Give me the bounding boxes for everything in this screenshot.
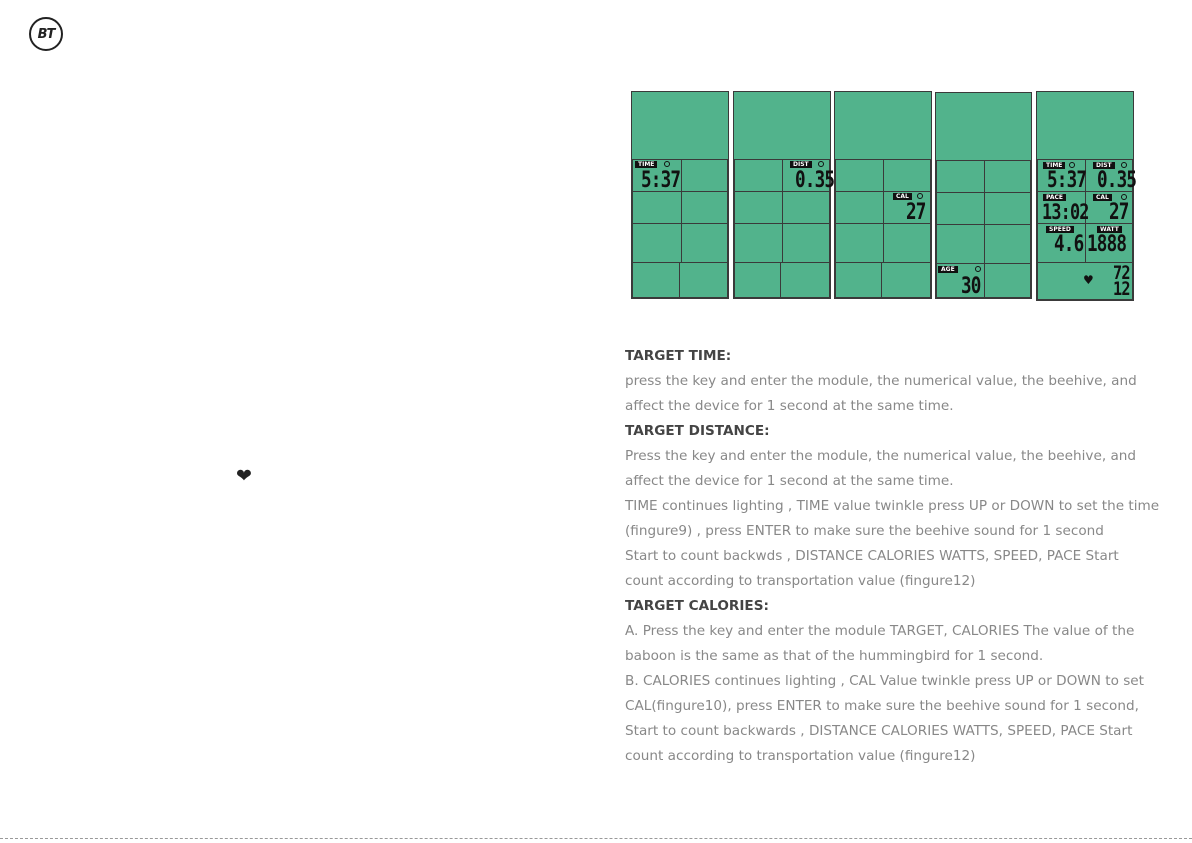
lcd-cell: [835, 223, 884, 263]
lcd-value-cal: 27: [906, 200, 926, 225]
lcd-cell: [984, 224, 1031, 264]
lcd-label-time: TIME: [1043, 162, 1065, 169]
lcd-display-calories: [834, 91, 932, 299]
lcd-cell: [632, 223, 682, 263]
lcd-label-dist: DIST: [790, 161, 812, 168]
paragraph-line: baboon is the same as that of the hummingbird for 1 second.: [625, 648, 1044, 664]
paragraph-line: Press the key and enter the module, the numerical value, the beehive, and: [625, 448, 1137, 464]
lcd-label-watt: WATT: [1097, 226, 1122, 233]
lcd-cell: [835, 191, 884, 224]
lcd-label-time: TIME: [635, 161, 657, 168]
paragraph-line: affect the device for 1 second at the same time.: [625, 398, 954, 414]
lcd-label-cal: CAL: [893, 193, 912, 200]
lcd-cell: [984, 263, 1031, 298]
lcd-cell: [780, 262, 830, 298]
lcd-value-dist: 0.35: [1097, 168, 1137, 193]
lcd-cell: [881, 262, 931, 298]
lcd-cell: [936, 160, 985, 193]
lcd-cell: [679, 262, 728, 298]
lcd-label-speed: SPEED: [1046, 226, 1074, 233]
lcd-cell: [681, 191, 728, 224]
lcd-value-pulse-top: 72: [1113, 262, 1130, 284]
lcd-cell: [782, 223, 830, 263]
lcd-value-age: 30: [961, 274, 981, 299]
calorie-icon: [917, 193, 923, 199]
lcd-cell: [632, 262, 680, 298]
heading-target-distance: TARGET DISTANCE:: [625, 423, 770, 439]
lcd-cell: [936, 192, 985, 225]
lcd-label-pace: PACE: [1043, 194, 1066, 201]
heading-target-calories: TARGET CALORIES:: [625, 598, 769, 614]
instructions-text: [625, 344, 1170, 769]
lcd-cell: [734, 223, 783, 263]
lcd-cell: [883, 159, 931, 192]
paragraph-line: (fingure9) , press ENTER to make sure the beehive sound for 1 second: [625, 523, 1104, 539]
lcd-cell: [984, 160, 1031, 193]
lcd-cell: [681, 223, 728, 263]
clock-icon: [664, 161, 670, 167]
paragraph-line: B. CALORIES continues lighting , CAL Value twinkle press UP or DOWN to set: [625, 673, 1144, 689]
paragraph-line: press the key and enter the module, the numerical value, the beehive, and: [625, 373, 1137, 389]
paragraph-line: Start to count backwds , DISTANCE CALORIES WATTS, SPEED, PACE Start: [625, 548, 1119, 564]
lcd-value-time: 5:37: [641, 168, 681, 193]
lcd-display-full: [1036, 91, 1137, 301]
lcd-cell: [782, 191, 830, 224]
lcd-cell: [835, 262, 882, 298]
page-divider: [0, 838, 1192, 839]
lcd-cell: [835, 159, 884, 192]
lcd-display-age: [935, 92, 1032, 299]
lcd-cell: [681, 159, 728, 192]
lcd-label-cal: CAL: [1093, 194, 1112, 201]
lcd-cell: [734, 262, 781, 298]
lcd-display-distance: [733, 91, 835, 299]
lcd-cell: [632, 191, 682, 224]
paragraph-line: TIME continues lighting , TIME value twinkle press UP or DOWN to set the time: [625, 498, 1160, 514]
heart-icon: ❤: [236, 465, 252, 487]
lcd-value-pace: 13:02: [1042, 200, 1089, 224]
lcd-label-dist: DIST: [1093, 162, 1115, 169]
lcd-cell: [734, 159, 783, 192]
paragraph-line: count according to transportation value (fingure12): [625, 748, 976, 764]
lcd-cell: [936, 224, 985, 264]
lcd-cell: [984, 192, 1031, 225]
paragraph-line: CAL(fingure10), press ENTER to make sure the beehive sound for 1 second,: [625, 698, 1139, 714]
logo-text: BT: [37, 26, 55, 42]
age-icon: [975, 266, 981, 272]
lcd-display-time: [631, 91, 729, 299]
paragraph-line: count according to transportation value (fingure12): [625, 573, 976, 589]
paragraph-line: Start to count backwards , DISTANCE CALORIES WATTS, SPEED, PACE Start: [625, 723, 1133, 739]
heart-rate-icon: ♥: [1083, 273, 1094, 287]
lcd-value-speed: 4.6: [1054, 232, 1084, 257]
lcd-cell: [734, 191, 783, 224]
lcd-value-time: 5:37: [1047, 168, 1087, 193]
bt-logo: [29, 17, 63, 51]
lcd-value-dist: 0.35: [795, 168, 835, 193]
paragraph-line: affect the device for 1 second at the same time.: [625, 473, 954, 489]
lcd-value-watt: 1888: [1087, 232, 1127, 257]
lcd-label-age: AGE: [938, 266, 958, 273]
distance-icon: [818, 161, 824, 167]
paragraph-line: A. Press the key and enter the module TARGET, CALORIES The value of the: [625, 623, 1135, 639]
lcd-cell: [883, 223, 931, 263]
heading-target-time: TARGET TIME:: [625, 348, 732, 364]
lcd-value-cal: 27: [1109, 200, 1129, 225]
lcd-value-pulse-bottom: 12: [1113, 278, 1130, 300]
